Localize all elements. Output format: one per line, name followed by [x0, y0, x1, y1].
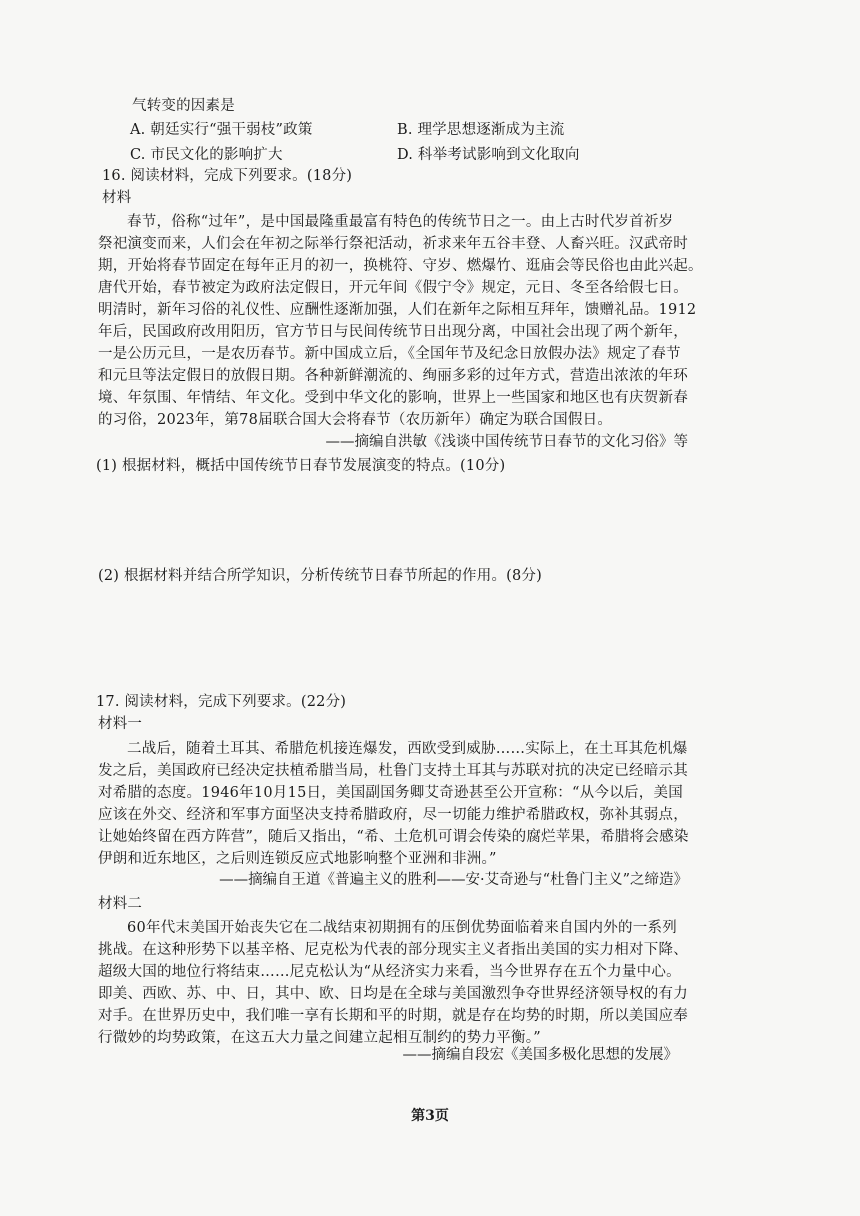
q17-material2-label: 材料二: [98, 896, 143, 912]
q17-m2-line: 对手。在世界历史中，我们唯一享有长期和平的时期，就是存在均势的时期，所以美国应奉: [98, 1008, 688, 1024]
q15-stem-tail: 气转变的因素是: [132, 98, 235, 114]
q17-m2-line: 挑战。在这种形势下以基辛格、尼克松为代表的部分现实主义者指出美国的实力相对下降、: [98, 942, 688, 958]
q17-m2-line: 即美、西欧、苏、中、日，其中、欧、日均是在全球与美国激烈争夺世界经济领导权的有力: [98, 986, 688, 1002]
q17-material1-label: 材料一: [98, 716, 143, 732]
q15-option-a: A. 朝廷实行“强干弱枝”政策: [130, 122, 313, 138]
q17-material1-text: [98, 738, 694, 870]
q16-line: 境、年氛围、年情结、年文化。受到中华文化的影响，世界上一些国家和地区也有庆贺新春: [98, 390, 688, 406]
q17-m1-line: 二战后，随着土耳其、希腊危机接连爆发，西欧受到威胁……实际上，在土耳其危机爆: [127, 741, 688, 757]
q16-sub2: (2) 根据材料并结合所学知识，分析传统节日春节所起的作用。(8分): [98, 568, 542, 584]
q16-line: 春节，俗称“过年”，是中国最隆重最富有特色的传统节日之一。由上古时代岁首祈岁: [127, 214, 674, 230]
q16-line: 年后，民国政府改用阳历，官方节日与民间传统节日出现分离，中国社会出现了两个新年，: [98, 324, 688, 340]
q16-title: 16. 阅读材料，完成下列要求。(18分): [102, 168, 353, 184]
q17-m2-line: 行微妙的均势政策，在这五大力量之间建立起相互制约的势力平衡。”: [98, 1030, 541, 1046]
q16-sub1: (1) 根据材料，概括中国传统节日春节发展演变的特点。(10分): [96, 458, 506, 474]
q17-material1-source: ——摘编自王道《普遍主义的胜利——安·艾奇逊与“杜鲁门主义”之缔造》: [219, 872, 688, 888]
q15-option-d: D. 科举考试影响到文化取向: [397, 147, 580, 163]
q17-m1-line: 伊朗和近东地区，之后则连锁反应式地影响整个亚洲和非洲。”: [98, 851, 497, 867]
q17-m1-line: 让她始终留在西方阵营”，随后又指出，“希、土危机可谓会传染的腐烂苹果，希腊将会感染: [98, 829, 689, 845]
q16-line: 祭祀演变而来，人们会在年初之际举行祭祀活动，祈求来年五谷丰登、人畜兴旺。汉武帝时: [98, 236, 688, 252]
q16-line: 的习俗，2023年，第78届联合国大会将春节（农历新年）确定为联合国假日。: [98, 412, 613, 428]
q16-line: 期，开始将春节固定在每年正月的初一，换桃符、守岁、燃爆竹、逛庙会等民俗也由此兴起。: [98, 258, 703, 274]
q17-material2-source: ——摘编自段宏《美国多极化思想的发展》: [402, 1047, 678, 1063]
q16-source: ——摘编自洪敏《浅谈中国传统节日春节的文化习俗》等: [325, 434, 688, 450]
q17-m1-line: 对希腊的态度。1946年10月15日，美国副国务卿艾奇逊甚至公开宣称：“从今以后，美国: [98, 785, 683, 801]
q16-line: 明清时，新年习俗的礼仪性、应酬性逐渐加强，人们在新年之际相互拜年，馈赠礼品。1912: [98, 302, 697, 318]
q15-option-b: B. 理学思想逐渐成为主流: [397, 122, 565, 138]
q17-material2-text: [98, 917, 694, 1049]
page-number: 第3页: [411, 1108, 449, 1124]
q17-m1-line: 应该在外交、经济和军事方面坚决支持希腊政府，尽一切能力维护希腊政权，弥补其弱点，: [98, 807, 688, 823]
q16-material-text: [98, 211, 703, 431]
q17-m2-line: 超级大国的地位行将结束……尼克松认为“从经济实力来看，当今世界存在五个力量中心。: [98, 964, 681, 980]
q16-line: 唐代开始，春节被定为政府法定假日，开元年间《假宁令》规定，元日、冬至各给假七日。: [98, 280, 688, 296]
q16-line: 一是公历元旦，一是农历春节。新中国成立后，《全国年节及纪念日放假办法》规定了春节: [98, 346, 681, 362]
q16-material-label: 材料: [102, 190, 132, 206]
q15-option-c: C. 市民文化的影响扩大: [130, 147, 283, 163]
q17-m2-line: 60年代末美国开始丧失它在二战结束初期拥有的压倒优势面临着来自国内外的一系列: [127, 920, 677, 936]
q17-title: 17. 阅读材料，完成下列要求。(22分): [96, 694, 347, 710]
q16-line: 和元旦等法定假日的放假日期。各种新鲜潮流的、绚丽多彩的过年方式，营造出浓浓的年环: [98, 368, 688, 384]
q17-m1-line: 发之后，美国政府已经决定扶植希腊当局，杜鲁门支持土耳其与苏联对抗的决定已经暗示其: [98, 763, 688, 779]
